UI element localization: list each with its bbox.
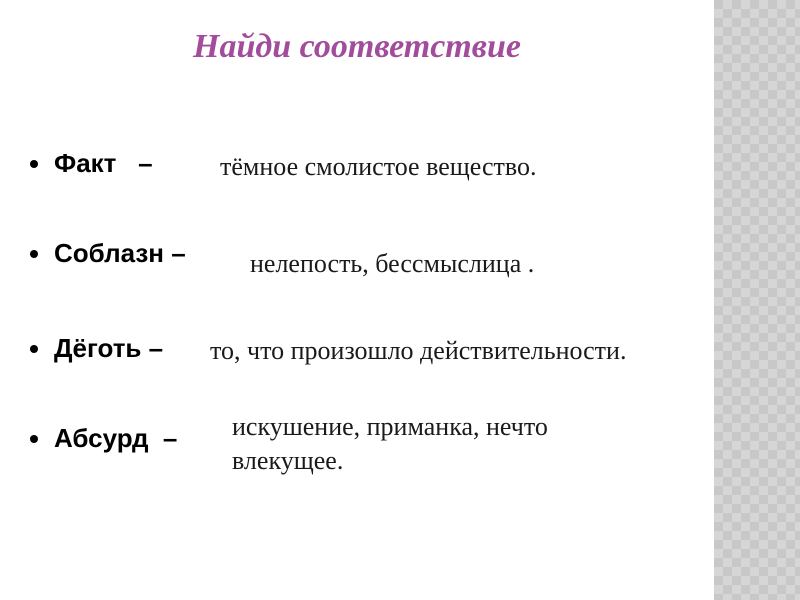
slide-title: Найди соответствие: [193, 28, 521, 65]
term-label: Дёготь –: [54, 333, 164, 363]
term-item-temptation: [30, 238, 186, 269]
definition-text: то, что произошло действительности.: [210, 336, 627, 365]
bullet-icon: [30, 160, 38, 168]
bullet-icon: [30, 250, 38, 258]
side-decorative-pattern: [714, 0, 800, 600]
term-item-tar: [30, 333, 163, 364]
definition-text: тёмное смолистое вещество.: [220, 152, 537, 181]
term-label: Абсурд –: [54, 423, 178, 453]
definition-text: искушение, приманка, нечто влекущее.: [232, 412, 548, 475]
term-label: Соблазн –: [54, 238, 186, 268]
term-label: Факт –: [54, 148, 153, 178]
bullet-icon: [30, 435, 38, 443]
definition-text: нелепость, бессмыслица .: [250, 249, 535, 278]
term-item-fact: [30, 148, 153, 179]
term-item-absurd: [30, 423, 177, 454]
bullet-icon: [30, 345, 38, 353]
